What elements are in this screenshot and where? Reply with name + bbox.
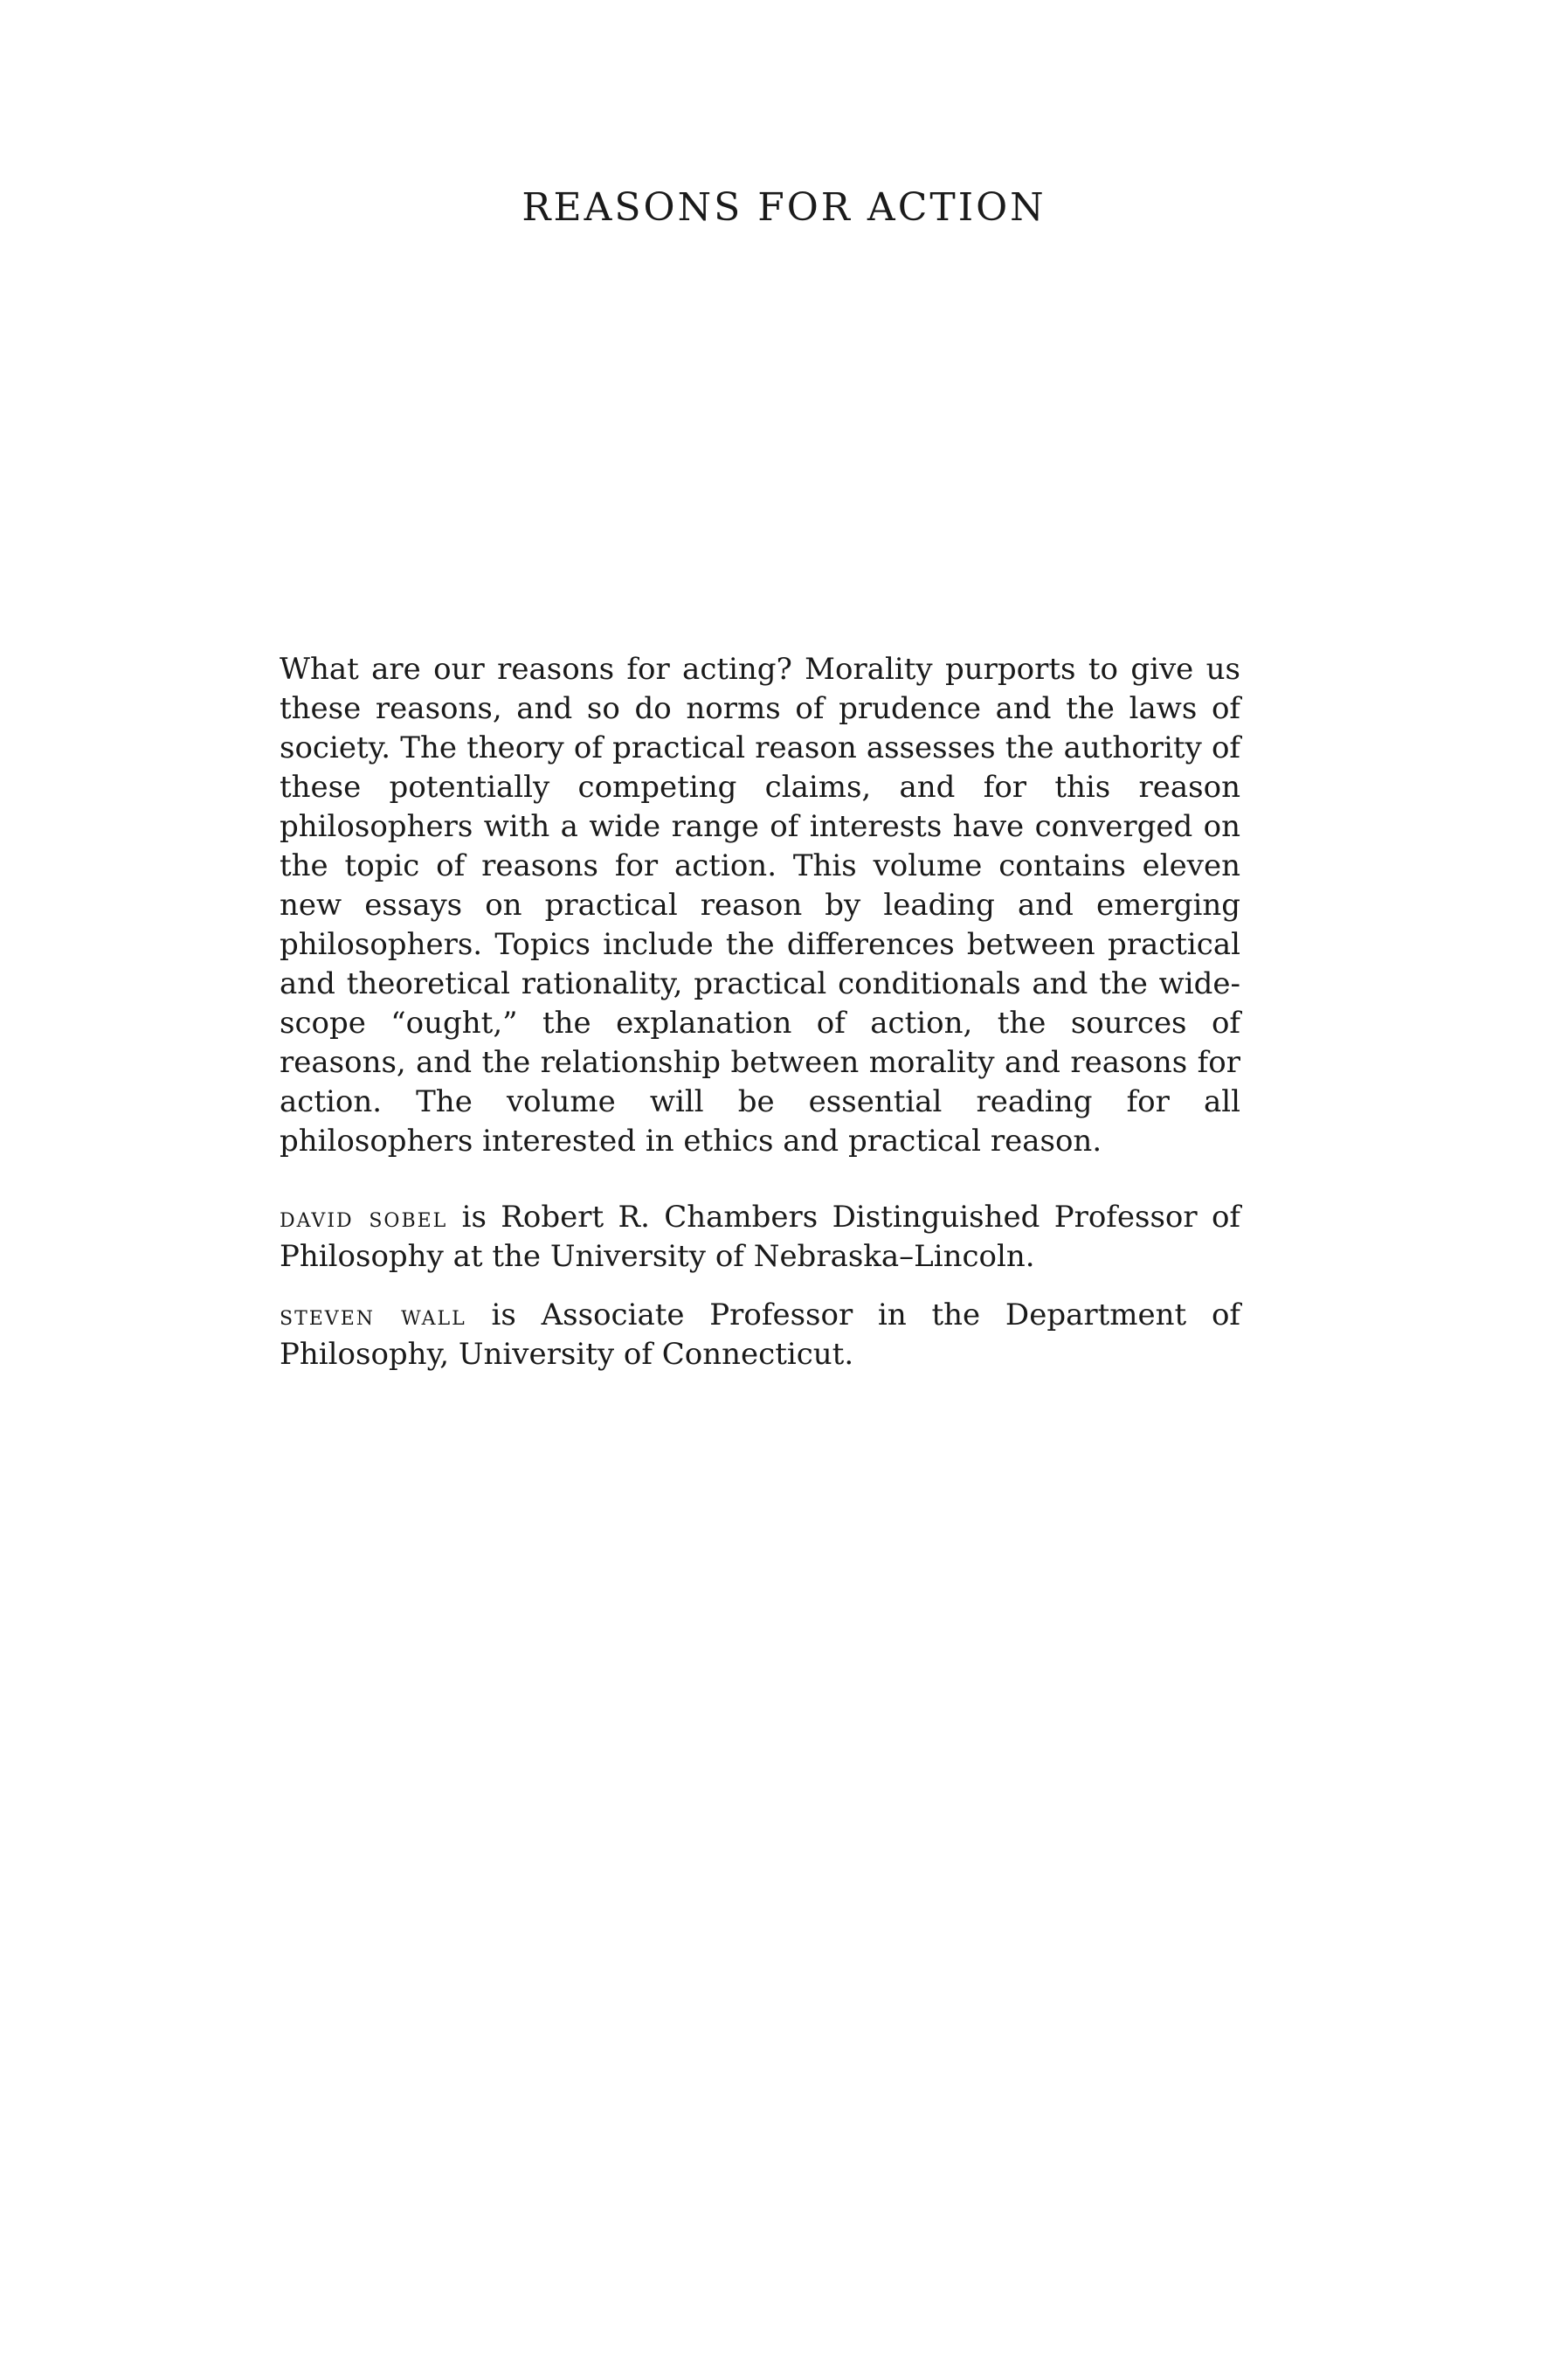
book-description: What are our reasons for acting? Morality purports to give us these reasons, and so do norms of prudence and the laws of society. The theory of practical reason assesses the authority of these potentially competing claims, and for this reason philosophers with a wide range of interests have converged on the topic of reasons for action. This volume contains eleven new essays on practical reason by leading and emerging philosophers. Topics include the differences between practical and theoretical rationality, practical conditionals and the wide-scope “ought,” the explanation of action, the sources of reasons, and the relationship between morality and reasons for action. The volume will be essential reading for all philosophers interested in ethics and practical reason. <box>280 652 1240 1159</box>
text-block <box>280 650 1240 1394</box>
editor-bio-sobel <box>280 1198 1240 1277</box>
editor-bio-wall <box>280 1296 1240 1374</box>
editor-bio-text: is Robert R. Chambers Distinguished Professor of Philosophy at the University of Nebraska–Lincoln. <box>280 1200 1240 1274</box>
page-title: REASONS FOR ACTION <box>522 185 1046 230</box>
editor-bio-text: is Associate Professor in the Department of Philosophy, University of Connecticut. <box>280 1298 1241 1372</box>
editor-name: steven wall <box>280 1298 466 1332</box>
editor-name: david sobel <box>280 1201 448 1234</box>
